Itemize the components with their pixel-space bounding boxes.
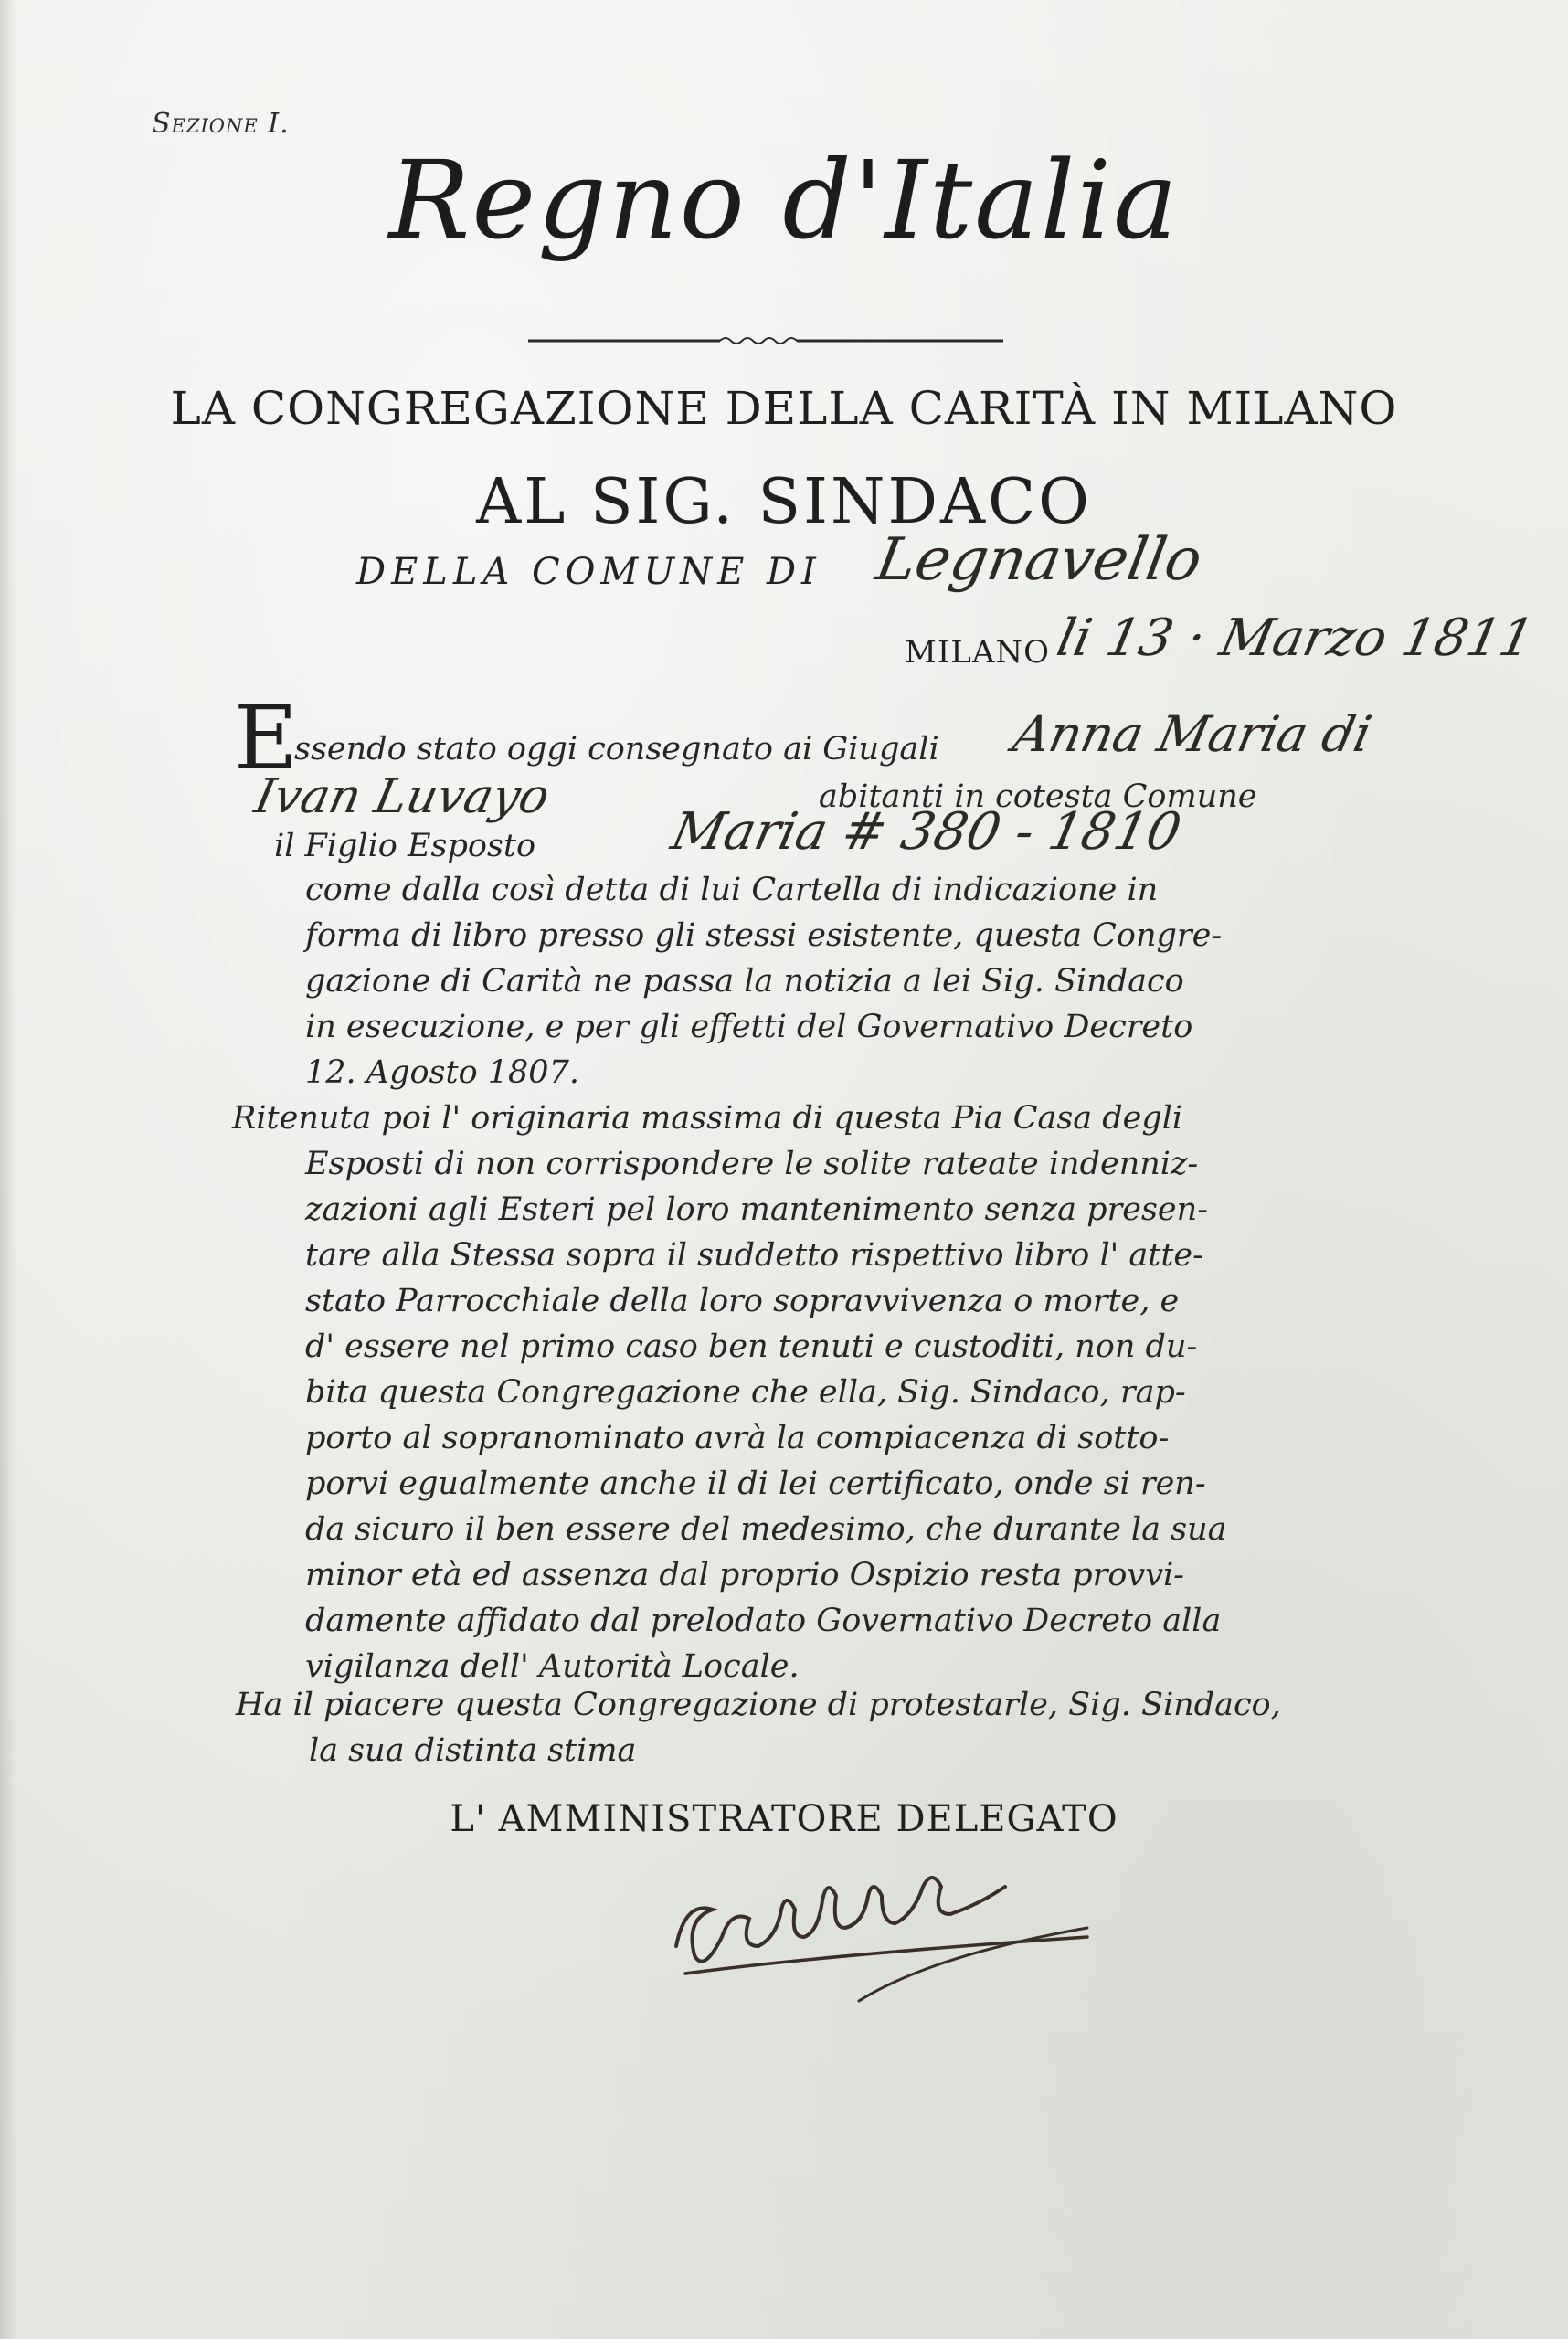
commune-name-handwritten: Legnavello [871, 526, 1207, 594]
body-line: ssendo stato oggi consegnato ai Giugali [294, 731, 939, 767]
body-line: 12. Agosto 1807. [305, 1054, 579, 1091]
congregation-title: LA CONGREGAZIONE DELLA CARITÀ IN MILANO [170, 382, 1398, 435]
recipient-title: AL SIG. SINDACO [476, 466, 1092, 538]
body-line: Esposti di non corrispondere le solite rateate indenniz- [305, 1146, 1199, 1182]
closing-line: la sua distinta stima [309, 1732, 637, 1769]
body-line: zazioni agli Esteri pel loro mantenimento senza presen- [305, 1191, 1208, 1228]
city-label: MILANO [905, 634, 1050, 671]
body-line: da sicuro il ben essere del medesimo, che durante la sua [305, 1511, 1227, 1548]
kingdom-title: Regno d'Italia [388, 137, 1180, 263]
foundling-name-handwritten: Maria # 380 - 1810 [666, 802, 1187, 862]
signatory-title: L' AMMINISTRATORE DELEGATO [450, 1798, 1118, 1840]
date-handwritten: li 13 · Marzo 1811 [1052, 609, 1540, 668]
body-line: damente affidato dal prelodato Governativo Decreto alla [305, 1603, 1222, 1639]
parents-name-handwritten: Anna Maria di [1008, 705, 1377, 763]
body-line: Ritenuta poi l' originaria massima di questa Pia Casa degli [232, 1100, 1183, 1137]
body-line: porto al sopranominato avrà la compiacenza di sotto- [305, 1420, 1170, 1456]
body-line: forma di libro presso gli stessi esistente, questa Congre- [305, 917, 1223, 954]
body-line: minor età ed assenza dal proprio Ospizio resta provvi- [305, 1557, 1184, 1593]
body-line: il Figlio Esposto [274, 828, 536, 864]
commune-label: DELLA COMUNE DI [356, 551, 821, 593]
body-line: bita questa Congregazione che ella, Sig. Sindaco, rap- [305, 1374, 1186, 1411]
drop-cap: E [234, 687, 299, 789]
parents-surname-handwritten: Ivan Luvayo [249, 769, 555, 824]
body-line: in esecuzione, e per gli effetti del Governativo Decreto [305, 1009, 1193, 1045]
body-line: gazione di Carità ne passa la notizia a lei Sig. Sindaco [305, 963, 1184, 1000]
ornamental-divider [528, 333, 1003, 351]
section-label: Sezione I. [152, 108, 290, 140]
body-line: tare alla Stessa sopra il suddetto rispettivo libro l' atte- [305, 1237, 1203, 1274]
body-line: stato Parrocchiale della loro sopravvivenza o morte, e [305, 1283, 1180, 1319]
body-line: vigilanza dell' Autorità Locale. [305, 1648, 800, 1685]
signature-handwritten [658, 1846, 1115, 2010]
body-line: come dalla così detta di lui Cartella di indicazione in [305, 872, 1159, 908]
body-line: d' essere nel primo caso ben tenuti e custoditi, non du- [305, 1328, 1198, 1365]
body-line: porvi egualmente anche il di lei certificato, onde si ren- [305, 1466, 1206, 1502]
closing-line: Ha il piacere questa Congregazione di protestarle, Sig. Sindaco, [236, 1687, 1281, 1723]
body-line: abitanti in cotesta Comune [819, 778, 1257, 815]
